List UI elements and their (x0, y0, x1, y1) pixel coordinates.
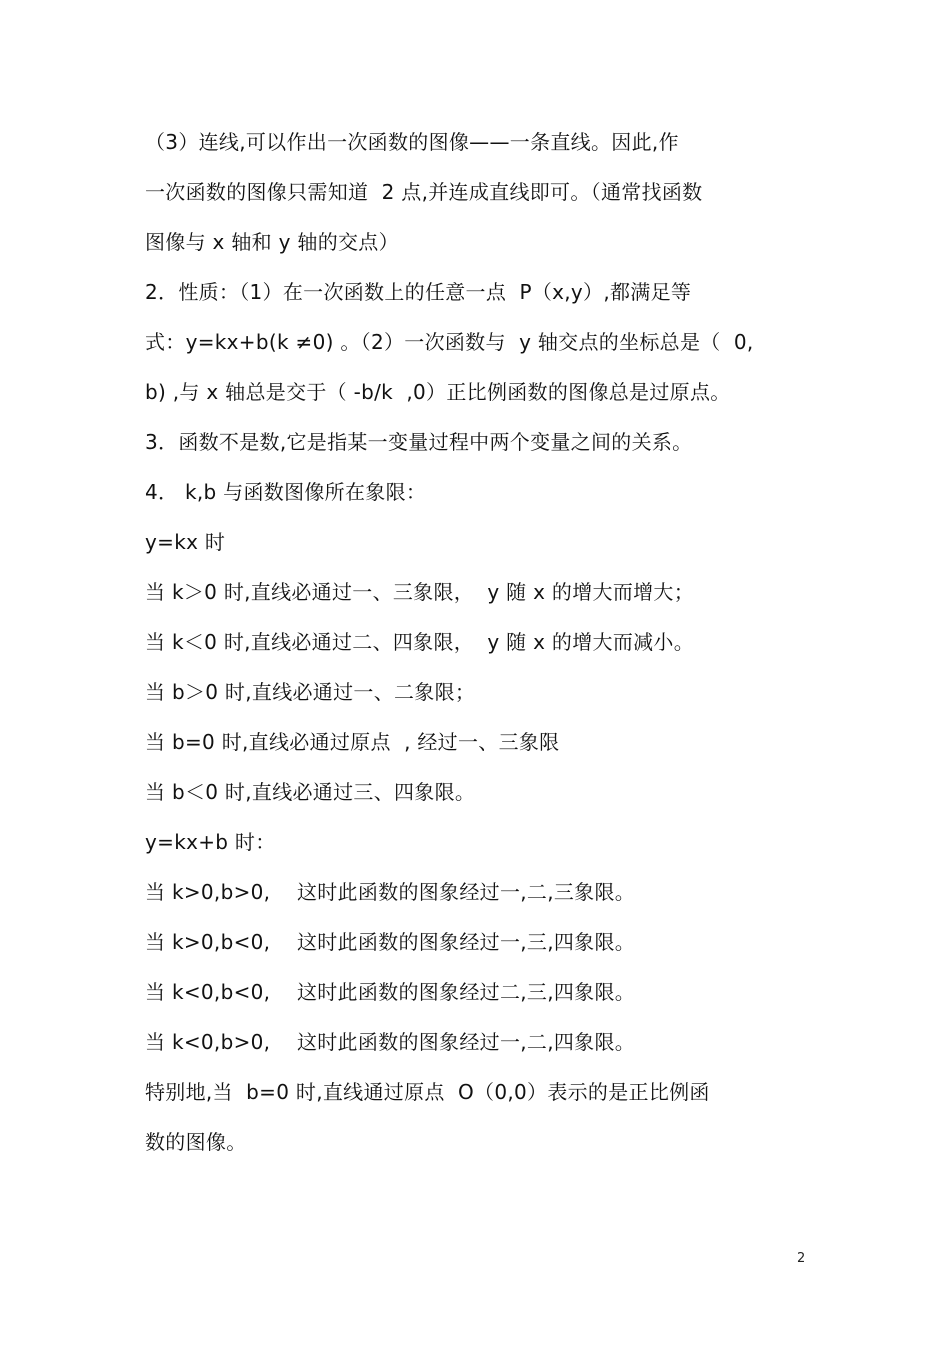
text-line: （3）连线,可以作出一次函数的图像——一条直线。因此,作 (145, 130, 679, 154)
text-line: y=kx 时 (145, 530, 226, 554)
text-line: y=kx+b 时： (145, 830, 276, 854)
text-line: 当 k>0,b<0, 这时此函数的图象经过一,三,四象限。 (145, 930, 636, 954)
text-line: 一次函数的图像只需知道 2 点,并连成直线即可。（通常找函数 (145, 180, 703, 204)
text-line: 当 k>0,b>0, 这时此函数的图象经过一,二,三象限。 (145, 880, 636, 904)
text-line: 特别地,当 b=0 时,直线通过原点 O（0,0）表示的是正比例函 (145, 1080, 710, 1104)
text-line: 当 k<0,b>0, 这时此函数的图象经过一,二,四象限。 (145, 1030, 636, 1054)
text-line: 4． k,b 与函数图像所在象限： (145, 480, 427, 504)
text-line: b) ,与 x 轴总是交于（ -b/k ,0）正比例函数的图像总是过原点。 (145, 380, 731, 404)
text-line: 图像与 x 轴和 y 轴的交点） (145, 230, 399, 254)
text-line: 当 b＞0 时,直线必通过一、二象限； (145, 680, 476, 704)
text-line: 当 b＜0 时,直线必通过三、四象限。 (145, 780, 476, 804)
text-line: 2．性质：（1）在一次函数上的任意一点 P（x,y）,都满足等 (145, 280, 692, 304)
text-line: 当 k<0,b<0, 这时此函数的图象经过二,三,四象限。 (145, 980, 636, 1004)
text-line: 当 k＞0 时,直线必通过一、三象限， y 随 x 的增大而增大； (145, 580, 695, 604)
text-line: 数的图像。 (145, 1130, 247, 1154)
page-number: 2 (797, 1251, 806, 1266)
text-line: 3．函数不是数,它是指某一变量过程中两个变量之间的关系。 (145, 430, 693, 454)
text-line: 当 b=0 时,直线必通过原点 , 经过一、三象限 (145, 730, 560, 754)
text-line: 当 k＜0 时,直线必通过二、四象限， y 随 x 的增大而减小。 (145, 630, 695, 654)
text-line: 式：y=kx+b(k ≠0) 。（2）一次函数与 y 轴交点的坐标总是（ 0, (145, 330, 754, 354)
